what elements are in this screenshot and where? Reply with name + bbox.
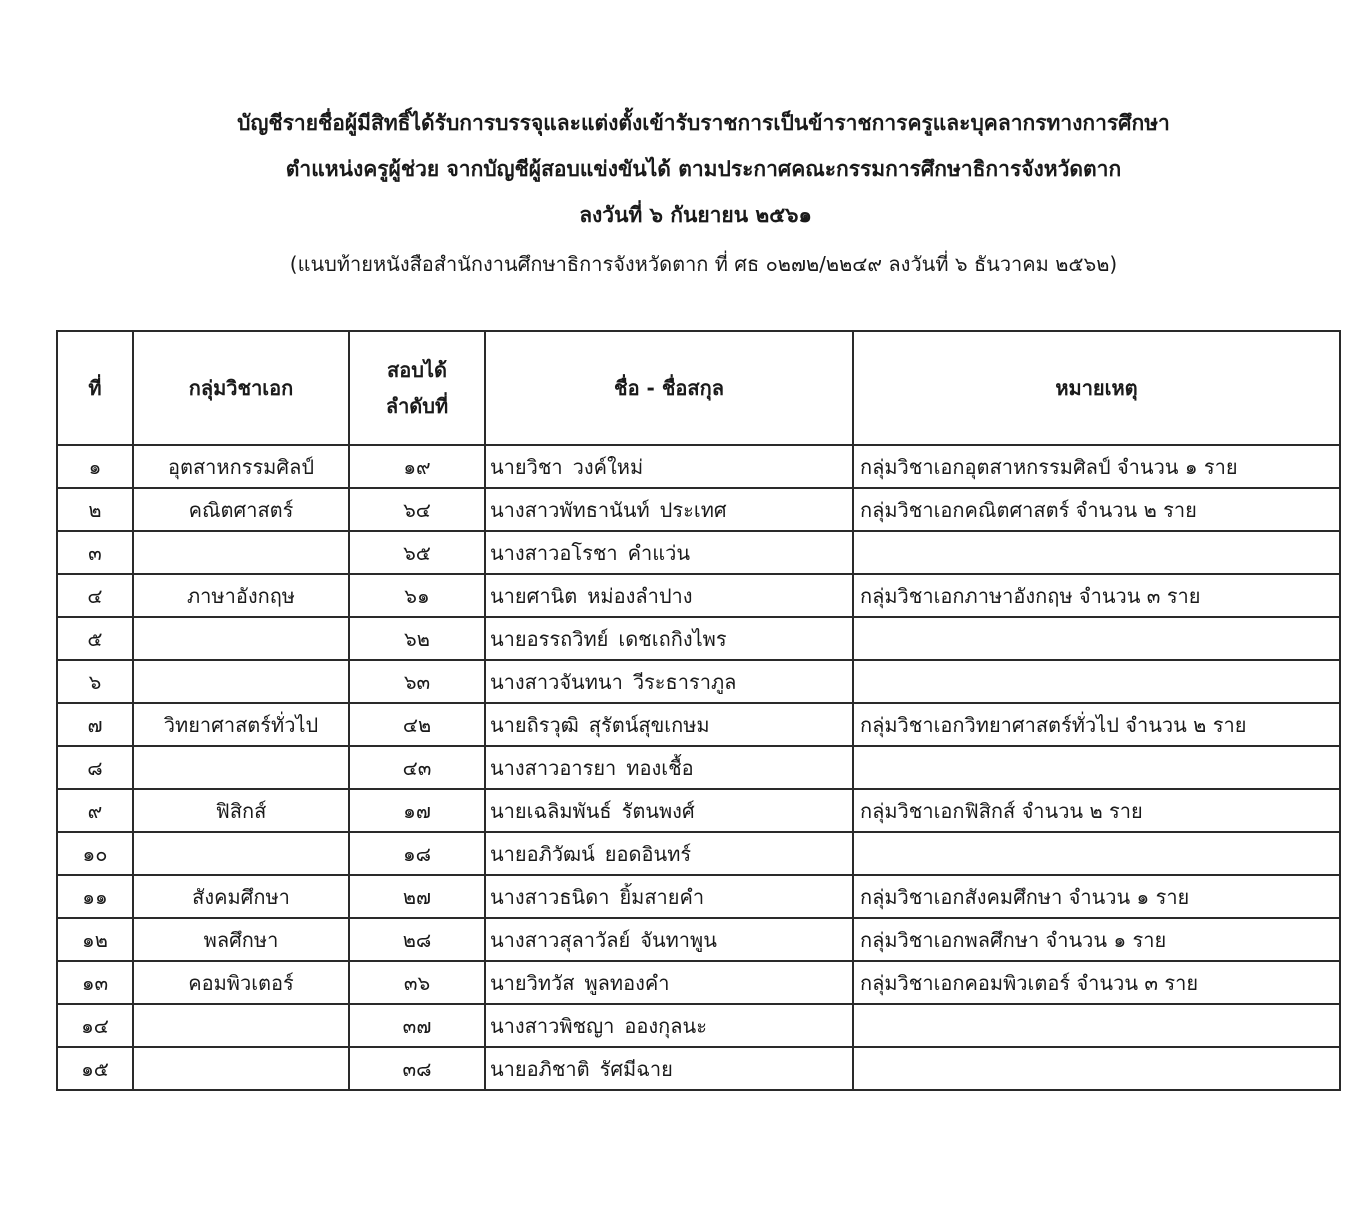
cell-no: ๑๔ bbox=[57, 1004, 133, 1047]
cell-rank: ๖๕ bbox=[349, 531, 485, 574]
first-name: นายอภิชาติ bbox=[490, 1056, 590, 1081]
first-name: นางสาวจันทนา bbox=[490, 669, 623, 694]
first-name: นายอภิวัฒน์ bbox=[490, 841, 595, 866]
table-row bbox=[57, 746, 1340, 789]
last-name: จันทาพูน bbox=[640, 927, 717, 952]
last-name: รัตนพงศ์ bbox=[621, 798, 695, 823]
table-row bbox=[57, 660, 1340, 703]
first-name: นางสาวอารยา bbox=[490, 755, 617, 780]
last-name: อองกุลนะ bbox=[624, 1013, 707, 1038]
cell-rank: ๖๓ bbox=[349, 660, 485, 703]
cell-subject: คณิตศาสตร์ bbox=[133, 488, 349, 531]
first-name: นางสาวสุลาวัลย์ bbox=[490, 927, 631, 952]
cell-no: ๙ bbox=[57, 789, 133, 832]
cell-name bbox=[485, 789, 853, 832]
cell-no: ๑๒ bbox=[57, 918, 133, 961]
first-name: นายอรรถวิทย์ bbox=[490, 626, 609, 651]
cell-subject: พลศึกษา bbox=[133, 918, 349, 961]
appointment-table-container bbox=[56, 330, 1339, 1091]
cell-subject: ภาษาอังกฤษ bbox=[133, 574, 349, 617]
table-row bbox=[57, 789, 1340, 832]
cell-subject: วิทยาศาสตร์ทั่วไป bbox=[133, 703, 349, 746]
cell-no: ๗ bbox=[57, 703, 133, 746]
last-name: วีระธาราภูล bbox=[632, 669, 737, 694]
cell-rank: ๓๘ bbox=[349, 1047, 485, 1090]
cell-rank: ๑๘ bbox=[349, 832, 485, 875]
cell-subject bbox=[133, 531, 349, 574]
cell-name bbox=[485, 1047, 853, 1090]
last-name: คำแว่น bbox=[627, 540, 691, 565]
cell-rank: ๔๒ bbox=[349, 703, 485, 746]
table-row bbox=[57, 617, 1340, 660]
first-name: นางสาวธนิดา bbox=[490, 884, 610, 909]
cell-note bbox=[853, 832, 1340, 875]
cell-no: ๕ bbox=[57, 617, 133, 660]
first-name: นายถิรวุฒิ bbox=[490, 712, 579, 737]
header-rank bbox=[349, 331, 485, 445]
table-row bbox=[57, 445, 1340, 488]
cell-no: ๑๐ bbox=[57, 832, 133, 875]
cell-no: ๒ bbox=[57, 488, 133, 531]
cell-name bbox=[485, 961, 853, 1004]
cell-rank: ๒๗ bbox=[349, 875, 485, 918]
first-name: นายศานิต bbox=[490, 583, 578, 608]
cell-name bbox=[485, 918, 853, 961]
header-name: ชื่อ - ชื่อสกุล bbox=[485, 331, 853, 445]
subtitle: (แนบท้ายหนังสือสำนักงานศึกษาธิการจังหวัดตาก ที่ ศธ ๐๒๗๒/๒๒๔๙ ลงวันที่ ๖ ธันวาคม ๒๕๖๒) bbox=[289, 252, 1118, 276]
cell-note: กลุ่มวิชาเอกพลศึกษา จำนวน ๑ ราย bbox=[853, 918, 1340, 961]
last-name: สุรัตน์สุขเกษม bbox=[588, 712, 710, 737]
cell-subject: คอมพิวเตอร์ bbox=[133, 961, 349, 1004]
table-row bbox=[57, 488, 1340, 531]
cell-subject bbox=[133, 832, 349, 875]
cell-note: กลุ่มวิชาเอกฟิสิกส์ จำนวน ๒ ราย bbox=[853, 789, 1340, 832]
last-name: หม่องลำปาง bbox=[587, 583, 693, 608]
table-row bbox=[57, 875, 1340, 918]
cell-note: กลุ่มวิชาเอกคณิตศาสตร์ จำนวน ๒ ราย bbox=[853, 488, 1340, 531]
appointment-table bbox=[56, 330, 1341, 1091]
cell-subject: อุตสาหกรรมศิลป์ bbox=[133, 445, 349, 488]
cell-no: ๓ bbox=[57, 531, 133, 574]
document-header bbox=[0, 100, 1371, 290]
cell-name bbox=[485, 445, 853, 488]
cell-note bbox=[853, 1004, 1340, 1047]
cell-no: ๑๓ bbox=[57, 961, 133, 1004]
first-name: นางสาวพิชญา bbox=[490, 1013, 615, 1038]
table-row bbox=[57, 1047, 1340, 1090]
header-note: หมายเหตุ bbox=[853, 331, 1340, 445]
first-name: นางสาวอโรชา bbox=[490, 540, 618, 565]
header-no: ที่ bbox=[57, 331, 133, 445]
cell-note bbox=[853, 1047, 1340, 1090]
cell-note: กลุ่มวิชาเอกอุตสาหกรรมศิลป์ จำนวน ๑ ราย bbox=[853, 445, 1340, 488]
cell-subject: ฟิสิกส์ bbox=[133, 789, 349, 832]
cell-note bbox=[853, 531, 1340, 574]
first-name: นายวิชา bbox=[490, 454, 563, 479]
last-name: ประเทศ bbox=[659, 497, 727, 522]
cell-name bbox=[485, 1004, 853, 1047]
title-line-2: ตำแหน่งครูผู้ช่วย จากบัญชีผู้สอบแข่งขันได้ ตามประกาศคณะกรรมการศึกษาธิการจังหวัดตาก bbox=[285, 157, 1122, 181]
cell-rank: ๓๗ bbox=[349, 1004, 485, 1047]
last-name: พูลทองคำ bbox=[584, 970, 670, 995]
cell-note: กลุ่มวิชาเอกสังคมศึกษา จำนวน ๑ ราย bbox=[853, 875, 1340, 918]
cell-rank: ๑๗ bbox=[349, 789, 485, 832]
cell-no: ๖ bbox=[57, 660, 133, 703]
last-name: ยอดอินทร์ bbox=[604, 841, 692, 866]
last-name: วงค์ใหม่ bbox=[572, 454, 644, 479]
first-name: นายวิทวัส bbox=[490, 970, 575, 995]
table-row bbox=[57, 918, 1340, 961]
cell-note: กลุ่มวิชาเอกภาษาอังกฤษ จำนวน ๓ ราย bbox=[853, 574, 1340, 617]
cell-subject bbox=[133, 660, 349, 703]
first-name: นางสาวพัทธานันท์ bbox=[490, 497, 650, 522]
header-rank-line1: สอบได้ bbox=[387, 358, 447, 382]
table-row bbox=[57, 832, 1340, 875]
last-name: ยิ้มสายคำ bbox=[619, 884, 705, 909]
cell-note bbox=[853, 660, 1340, 703]
cell-no: ๑๑ bbox=[57, 875, 133, 918]
header-subject: กลุ่มวิชาเอก bbox=[133, 331, 349, 445]
cell-rank: ๖๑ bbox=[349, 574, 485, 617]
cell-rank: ๔๓ bbox=[349, 746, 485, 789]
cell-subject: สังคมศึกษา bbox=[133, 875, 349, 918]
cell-name bbox=[485, 617, 853, 660]
cell-name bbox=[485, 660, 853, 703]
cell-rank: ๒๘ bbox=[349, 918, 485, 961]
cell-note bbox=[853, 617, 1340, 660]
table-row bbox=[57, 531, 1340, 574]
table-header-row bbox=[57, 331, 1340, 445]
cell-note: กลุ่มวิชาเอกวิทยาศาสตร์ทั่วไป จำนวน ๒ ราย bbox=[853, 703, 1340, 746]
first-name: นายเฉลิมพันธ์ bbox=[490, 798, 612, 823]
cell-rank: ๖๔ bbox=[349, 488, 485, 531]
cell-subject bbox=[133, 746, 349, 789]
cell-name bbox=[485, 875, 853, 918]
table-row bbox=[57, 574, 1340, 617]
last-name: ทองเชื้อ bbox=[626, 755, 694, 780]
cell-note bbox=[853, 746, 1340, 789]
cell-no: ๑ bbox=[57, 445, 133, 488]
table-row bbox=[57, 1004, 1340, 1047]
title-line-3: ลงวันที่ ๖ กันยายน ๒๕๖๑ bbox=[579, 203, 812, 227]
cell-name bbox=[485, 832, 853, 875]
title-line-1: บัญชีรายชื่อผู้มีสิทธิ์ได้รับการบรรจุและแต่งตั้งเข้ารับราชการเป็นข้าราชการครูและบุคลากรทางการศึกษา bbox=[237, 111, 1170, 135]
cell-no: ๔ bbox=[57, 574, 133, 617]
cell-subject bbox=[133, 617, 349, 660]
table-row bbox=[57, 961, 1340, 1004]
cell-name bbox=[485, 703, 853, 746]
cell-rank: ๑๙ bbox=[349, 445, 485, 488]
cell-name bbox=[485, 488, 853, 531]
cell-name bbox=[485, 531, 853, 574]
cell-rank: ๖๒ bbox=[349, 617, 485, 660]
cell-name bbox=[485, 746, 853, 789]
cell-no: ๑๕ bbox=[57, 1047, 133, 1090]
cell-subject bbox=[133, 1004, 349, 1047]
cell-no: ๘ bbox=[57, 746, 133, 789]
cell-subject bbox=[133, 1047, 349, 1090]
last-name: เดชเถกิงไพร bbox=[618, 626, 727, 651]
cell-note: กลุ่มวิชาเอกคอมพิวเตอร์ จำนวน ๓ ราย bbox=[853, 961, 1340, 1004]
cell-rank: ๓๖ bbox=[349, 961, 485, 1004]
last-name: รัศมีฉาย bbox=[599, 1056, 673, 1081]
cell-name bbox=[485, 574, 853, 617]
header-rank-line2: ลำดับที่ bbox=[385, 394, 449, 418]
table-row bbox=[57, 703, 1340, 746]
